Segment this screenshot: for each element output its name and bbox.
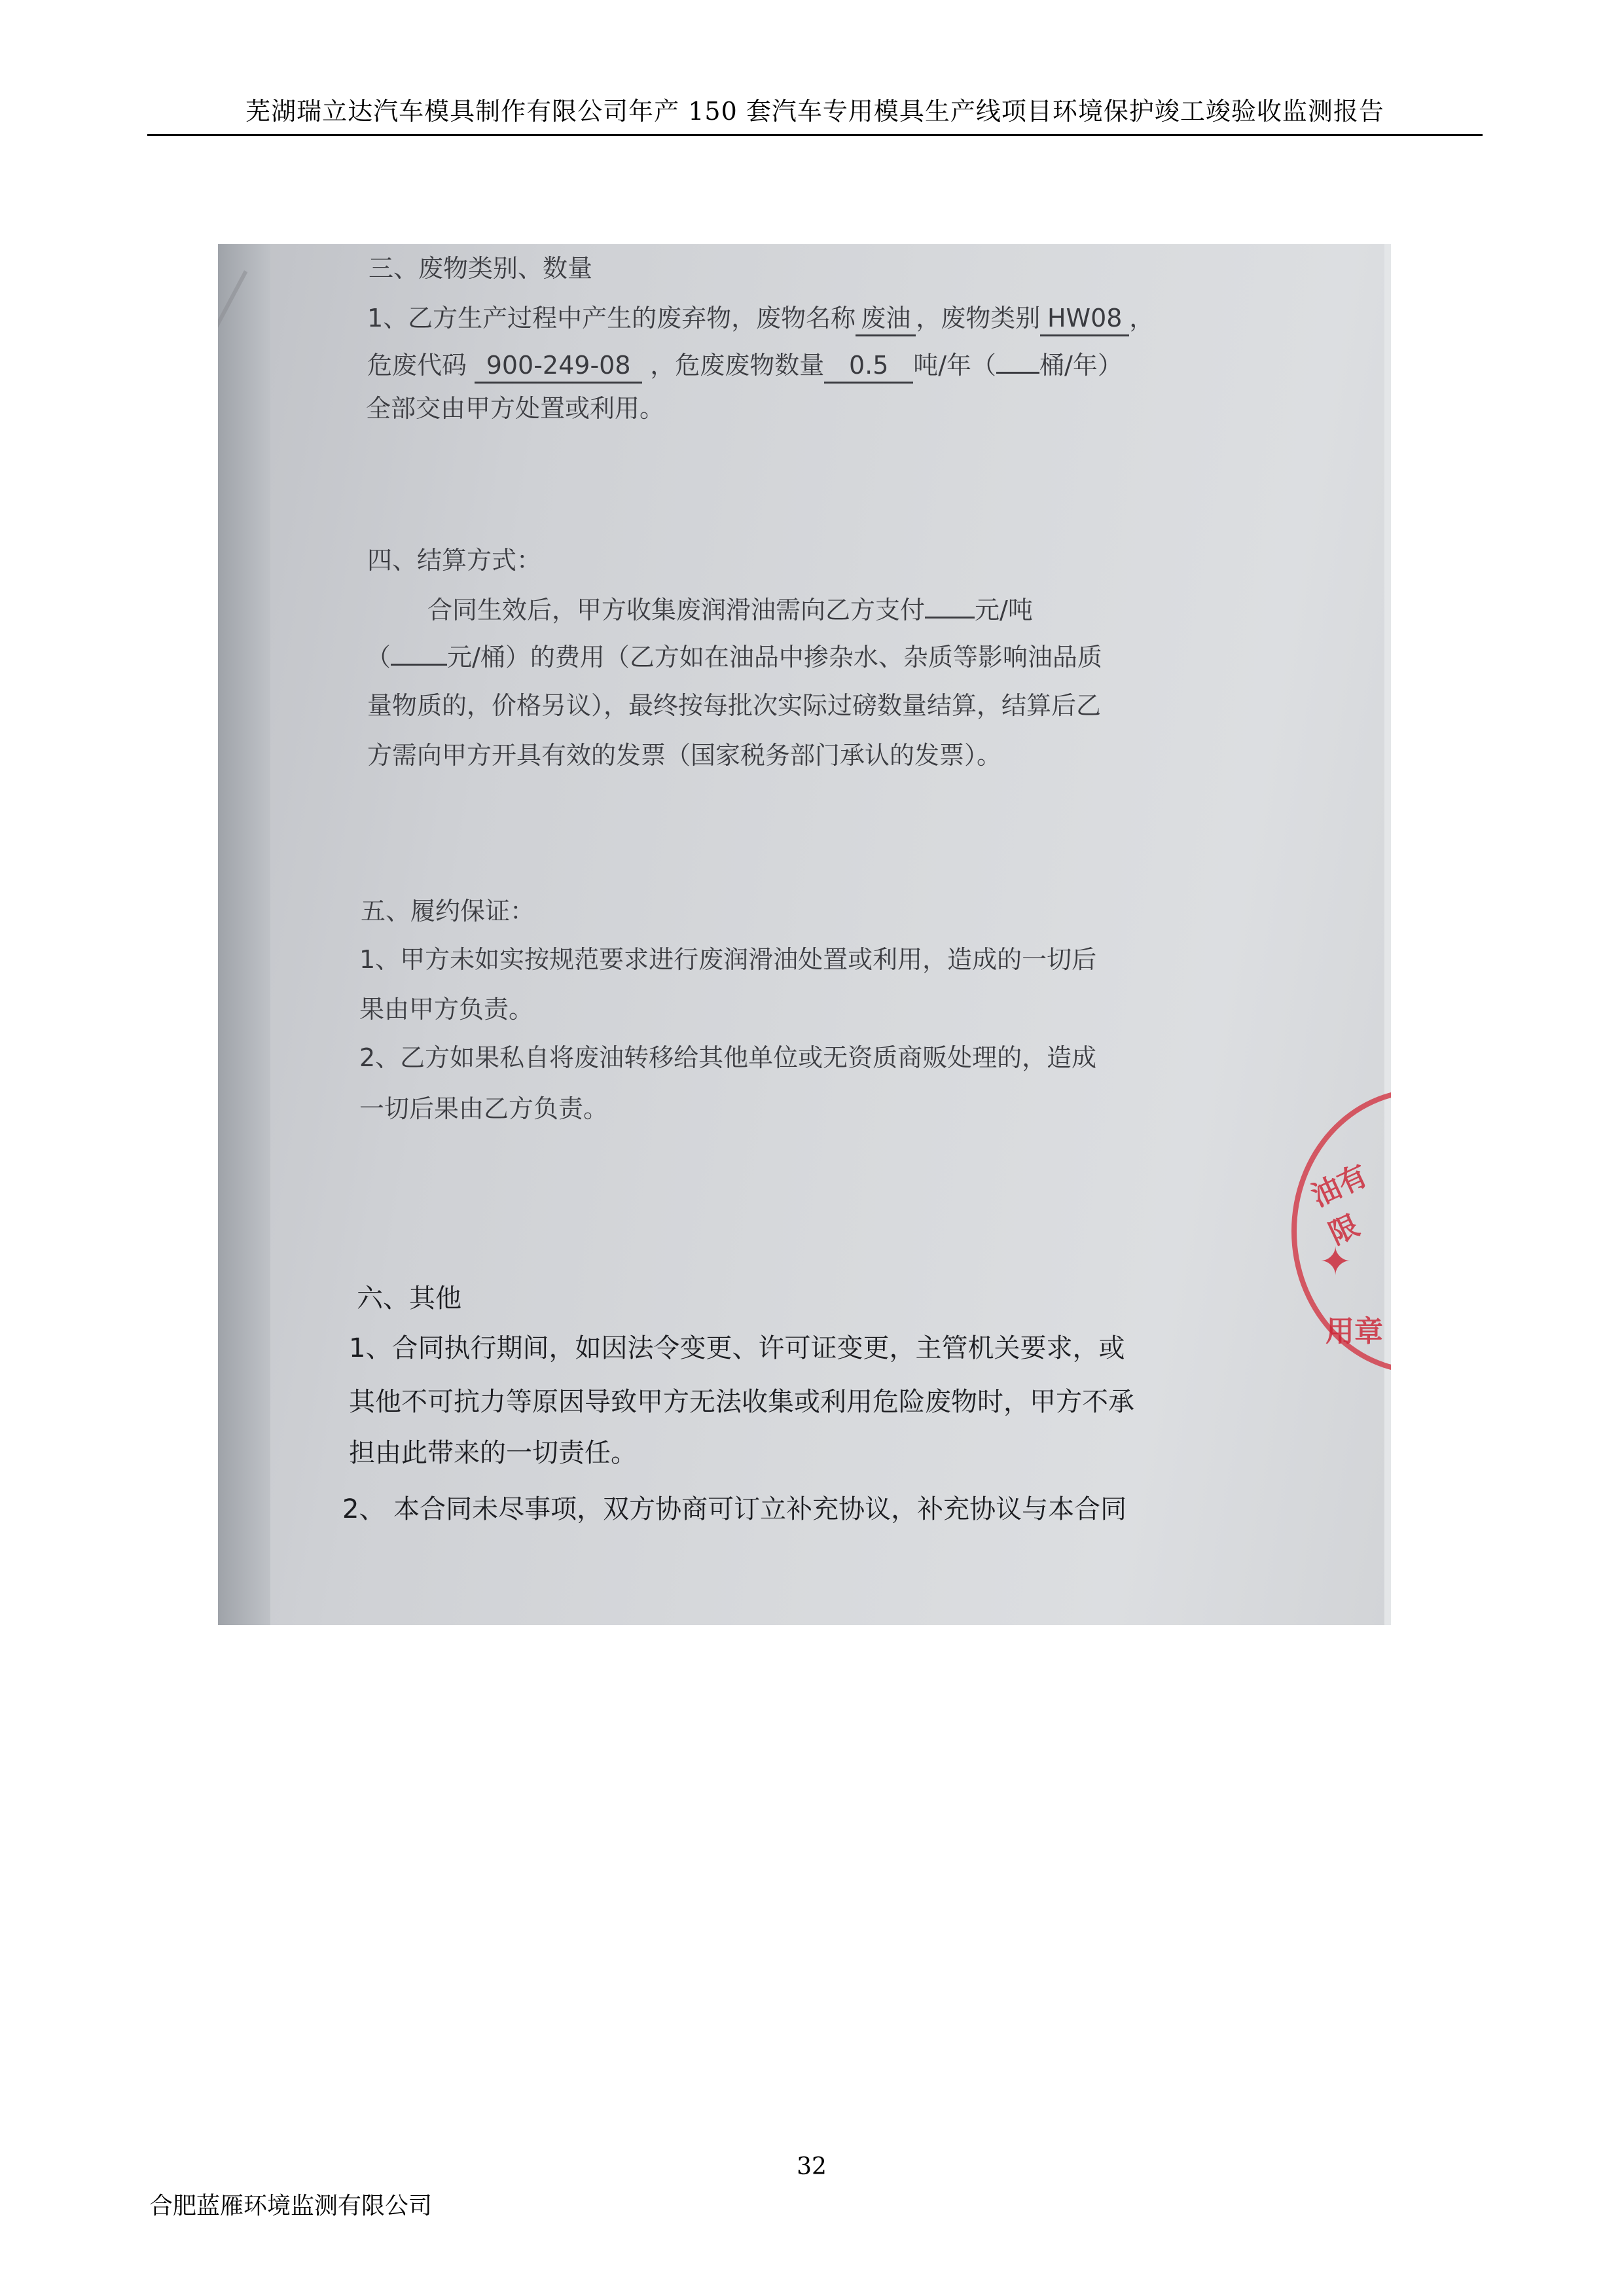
page-number: 32: [797, 2153, 827, 2180]
section3-line1: 1、乙方生产过程中产生的废弃物，废物名称 废油 ，废物类别 HW08 ，: [367, 302, 1154, 336]
section4-line4: 方需向甲方开具有效的发票（国家税务部门承认的发票）。: [367, 741, 1002, 770]
section3-line2: 危废代码 900-249-08 ，危废废物数量 0.5 吨/年（ 桶/年）: [367, 349, 1123, 384]
section4-heading: 四、结算方式：: [367, 546, 542, 575]
footer-company: 合肥蓝雁环境监测有限公司: [149, 2193, 433, 2219]
section5-line1: 1、甲方未如实按规范要求进行废润滑油处置或利用，造成的一切后: [359, 945, 1097, 974]
section6-line4: 2、 本合同未尽事项，双方协商可订立补充协议，补充协议与本合同: [342, 1494, 1127, 1524]
seal-text-top: 油有限: [1306, 1158, 1373, 1251]
section5-line2: 果由甲方负责。: [359, 995, 534, 1024]
seal-text-bottom: 用章: [1325, 1315, 1383, 1348]
seal-star-icon: ✦: [1319, 1239, 1352, 1285]
price-barrel-blank: [391, 664, 447, 666]
section6-line1: 1、合同执行期间，如因法令变更、许可证变更，主管机关要求，或: [349, 1333, 1125, 1363]
section6-line2: 其他不可抗力等原因导致甲方无法收集或利用危险废物时，甲方不承: [349, 1387, 1134, 1417]
waste-name-field: 废油: [856, 302, 916, 336]
section5-line3: 2、乙方如果私自将废油转移给其他单位或无资质商贩处理的，造成: [359, 1043, 1097, 1072]
section6-heading: 六、其他: [357, 1283, 461, 1314]
waste-category-field: HW08: [1040, 302, 1129, 336]
page-header: 芜湖瑞立达汽车模具制作有限公司年产 150 套汽车专用模具生产线项目环境保护竣工竣验收监测报告: [245, 97, 1384, 126]
section5-line4: 一切后果由乙方负责。: [359, 1094, 609, 1123]
barrel-blank: [996, 372, 1039, 374]
section3-heading: 三、废物类别、数量: [369, 254, 593, 283]
section4-line3: 量物质的，价格另议），最终按每批次实际过磅数量结算，结算后乙: [367, 691, 1102, 720]
section4-line1: 合同生效后，甲方收集废润滑油需向乙方支付 元/吨: [427, 596, 1033, 624]
waste-code-field: 900-249-08: [475, 349, 642, 384]
section6-line3: 担由此带来的一切责任。: [349, 1438, 637, 1468]
price-ton-blank: [925, 617, 975, 619]
section3-line3: 全部交由甲方处置或利用。: [366, 394, 665, 423]
contract-text: [218, 244, 1391, 1625]
section4-line2: （ 元/桶）的费用（乙方如在油品中掺杂水、杂质等影响油品质: [366, 643, 1102, 672]
section5-heading: 五、履约保证：: [361, 897, 535, 925]
contract-photo: [218, 244, 1391, 1625]
header-rule: [147, 134, 1483, 136]
quantity-field: 0.5: [824, 349, 913, 384]
